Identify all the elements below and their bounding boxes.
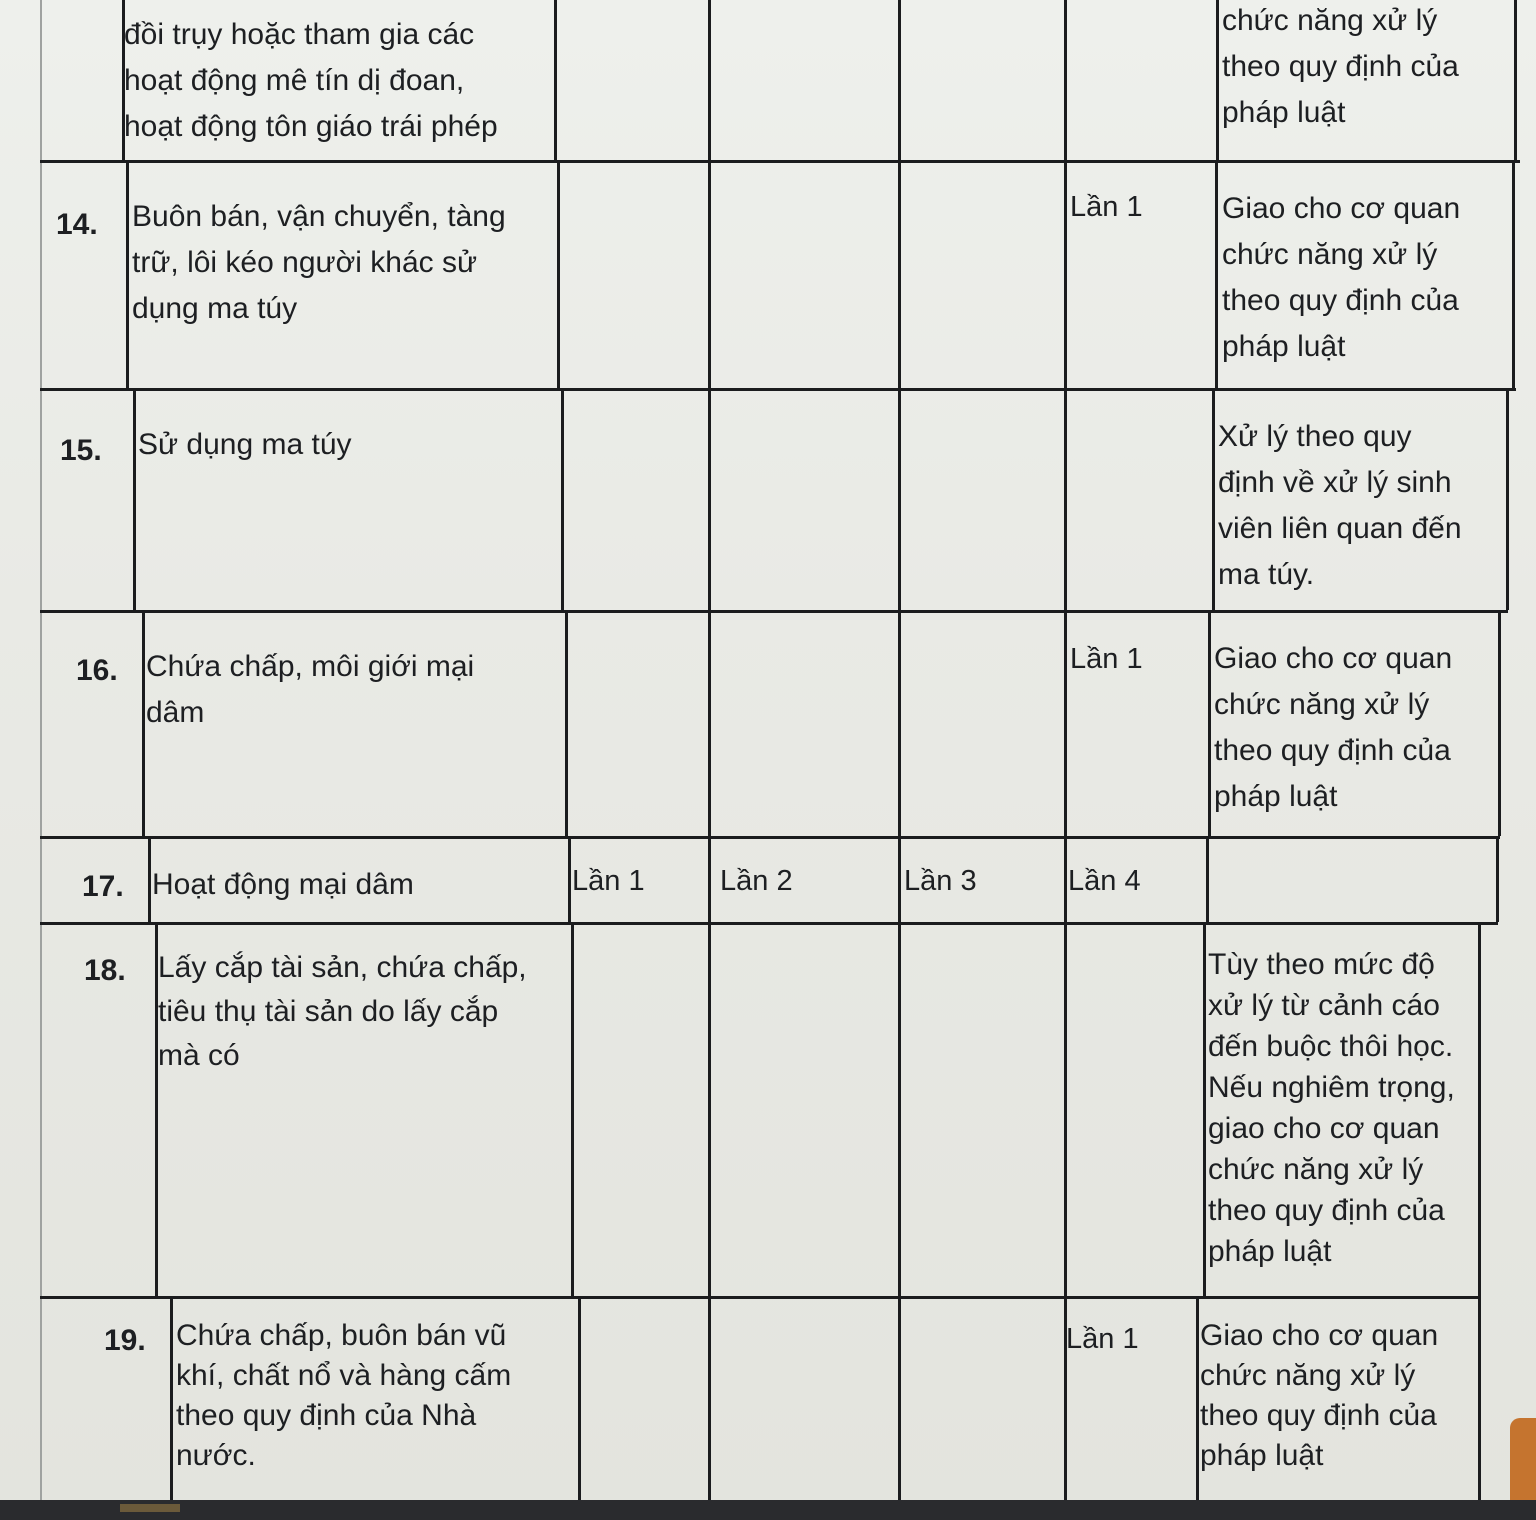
count-cell: Lần 2 xyxy=(720,865,793,897)
page-margin-line xyxy=(40,0,42,1500)
column-divider xyxy=(565,610,568,836)
column-divider xyxy=(148,836,151,922)
row-divider xyxy=(40,1296,1480,1299)
row-number: 16. xyxy=(76,654,118,687)
device-edge-decoration xyxy=(1510,1418,1536,1500)
row-number: 18. xyxy=(84,954,126,987)
column-divider xyxy=(1203,922,1206,1296)
action-text: Xử lý theo quy định về xử lý sinh viên liên quan đến ma túy. xyxy=(1218,420,1462,591)
column-divider xyxy=(1208,610,1211,836)
column-divider xyxy=(170,1296,173,1500)
action-text: Tùy theo mức độ xử lý từ cảnh cáo đến buộc thôi học. Nếu nghiêm trọng, giao cho cơ quan chức năng xử lý theo quy định của pháp luật xyxy=(1208,948,1455,1268)
violation-text: Chứa chấp, buôn bán vũ khí, chất nổ và hàng cấm theo quy định của Nhà nước. xyxy=(176,1319,512,1472)
violation-text: Hoạt động mại dâm xyxy=(152,868,414,901)
column-divider xyxy=(1064,0,1067,1500)
column-divider xyxy=(142,610,145,836)
table-right-border xyxy=(1498,610,1501,836)
count-cell: Lần 1 xyxy=(1066,1323,1139,1355)
column-divider xyxy=(568,836,571,922)
column-divider xyxy=(557,160,560,388)
table-right-border xyxy=(1478,1296,1481,1500)
violation-text: Buôn bán, vận chuyển, tàng trữ, lôi kéo người khác sử dụng ma túy xyxy=(132,200,506,325)
column-divider xyxy=(1216,0,1219,160)
column-divider xyxy=(898,0,901,1500)
action-text: Giao cho cơ quan chức năng xử lý theo quy định của pháp luật xyxy=(1222,192,1461,363)
column-divider xyxy=(1212,388,1215,610)
row-number: 15. xyxy=(60,434,102,467)
bezel-accent xyxy=(120,1504,180,1512)
row-divider xyxy=(40,388,1516,391)
column-divider xyxy=(1215,160,1218,388)
violation-text: Sử dụng ma túy xyxy=(138,428,352,461)
action-text: chức năng xử lý theo quy định của pháp luật xyxy=(1222,4,1459,129)
violation-text: Lấy cắp tài sản, chứa chấp, tiêu thụ tài sản do lấy cắp mà có xyxy=(158,951,527,1072)
column-divider xyxy=(708,0,711,1500)
row-divider xyxy=(40,922,1498,925)
column-divider xyxy=(126,160,129,388)
violation-text: Chứa chấp, môi giới mại dâm xyxy=(146,650,475,729)
row-divider xyxy=(40,160,1520,163)
column-divider xyxy=(578,1296,581,1500)
table-right-border xyxy=(1496,836,1499,922)
violation-text: đồi trụy hoặc tham gia các hoạt động mê tín dị đoan, hoạt động tôn giáo trái phép xyxy=(124,18,498,143)
column-divider xyxy=(554,0,557,160)
column-divider xyxy=(1196,1296,1199,1500)
count-cell: Lần 3 xyxy=(904,865,977,897)
row-divider xyxy=(40,610,1508,613)
count-cell: Lần 1 xyxy=(1070,643,1143,675)
action-text: Giao cho cơ quan chức năng xử lý theo quy định của pháp luật xyxy=(1200,1319,1439,1472)
row-number: 19. xyxy=(104,1324,146,1357)
column-divider xyxy=(571,922,574,1296)
count-cell: Lần 4 xyxy=(1068,865,1141,897)
table-right-border xyxy=(1512,160,1515,388)
count-cell: Lần 1 xyxy=(572,865,645,897)
row-divider xyxy=(40,836,1500,839)
table-right-border xyxy=(1514,0,1517,160)
table-right-border xyxy=(1506,388,1509,610)
column-divider xyxy=(1206,836,1209,922)
row-number: 17. xyxy=(82,870,124,903)
screen-bottom-bezel xyxy=(0,1500,1536,1520)
table-right-border xyxy=(1478,922,1481,1296)
column-divider xyxy=(133,388,136,610)
column-divider xyxy=(561,388,564,610)
action-text: Giao cho cơ quan chức năng xử lý theo quy định của pháp luật xyxy=(1214,642,1453,813)
count-cell: Lần 1 xyxy=(1070,191,1143,223)
row-number: 14. xyxy=(56,208,98,241)
